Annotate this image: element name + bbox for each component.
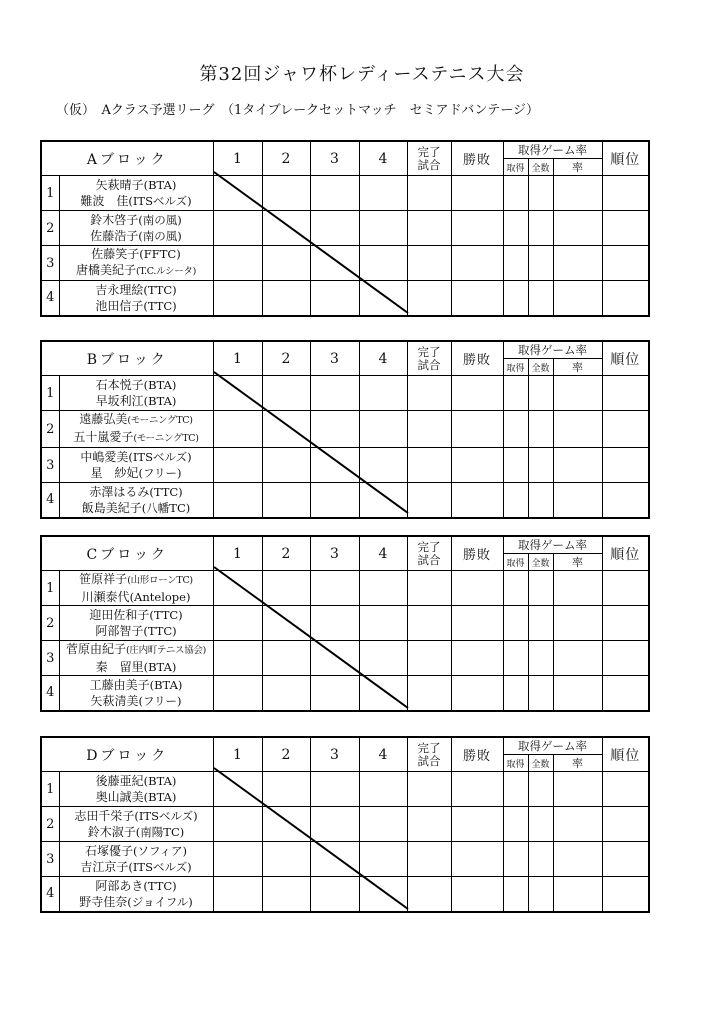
round-2-header: 2 <box>262 341 310 376</box>
match-cell <box>262 606 310 641</box>
games-total-cell <box>528 281 553 316</box>
round-4-header: 4 <box>359 737 407 772</box>
games-won-cell <box>503 877 528 912</box>
games-won-cell <box>503 676 528 711</box>
games-won-cell <box>503 376 528 411</box>
win-loss-cell <box>451 571 503 606</box>
games-total-cell <box>528 246 553 281</box>
games-won-header: 取得 <box>503 159 528 176</box>
player-2: 星 紗妃(フリー) <box>90 466 182 480</box>
games-won-cell <box>503 571 528 606</box>
page-subtitle: （仮） Aクラス予選リーグ （1タイブレークセットマッチ セミアドバンテージ） <box>56 103 540 118</box>
match-cell <box>310 483 359 518</box>
game-rate-group-header: 取得ゲーム率 <box>503 341 602 359</box>
rate-header: 率 <box>553 554 602 571</box>
rate-cell <box>553 411 602 448</box>
player-2: 唐橋美紀子(T.C.ルシータ) <box>75 263 197 277</box>
games-won-header: 取得 <box>503 359 528 376</box>
win-loss-cell <box>451 211 503 246</box>
match-cell <box>310 877 359 912</box>
match-cell <box>359 246 407 281</box>
match-cell <box>213 606 262 641</box>
completed-matches-cell <box>407 411 451 448</box>
rate-cell <box>553 877 602 912</box>
completed-matches-cell <box>407 571 451 606</box>
block-b-table <box>40 340 650 519</box>
block-a <box>40 140 652 316</box>
games-won-cell <box>503 807 528 842</box>
rank-cell <box>602 483 649 518</box>
match-cell <box>262 676 310 711</box>
games-won-cell <box>503 411 528 448</box>
player-2: 川瀬泰代(Antelope) <box>81 590 191 604</box>
player-1: 鈴木啓子(南の風) <box>90 213 182 227</box>
win-loss-cell <box>451 246 503 281</box>
block-title: Cブロック <box>41 536 213 571</box>
player-1: 赤澤はるみ(TTC) <box>89 484 183 499</box>
match-cell <box>262 376 310 411</box>
round-2-header: 2 <box>262 737 310 772</box>
games-total-cell <box>528 211 553 246</box>
match-cell <box>262 483 310 518</box>
match-cell <box>262 842 310 877</box>
match-cell <box>310 641 359 676</box>
rank-cell <box>602 211 649 246</box>
round-4-header: 4 <box>359 141 407 176</box>
win-loss-cell <box>451 676 503 711</box>
block-d <box>40 736 652 912</box>
games-won-cell <box>503 246 528 281</box>
games-total-cell <box>528 842 553 877</box>
team-number: 2 <box>41 211 59 246</box>
team-names <box>59 571 213 606</box>
match-cell <box>359 807 407 842</box>
win-loss-cell <box>451 877 503 912</box>
round-1-header: 1 <box>213 737 262 772</box>
games-total-cell <box>528 606 553 641</box>
games-total-cell <box>528 877 553 912</box>
rate-header: 率 <box>553 359 602 376</box>
player-1: 菅原由紀子(庄内町テニス協会) <box>65 642 207 656</box>
win-loss-header: 勝敗 <box>451 341 503 376</box>
completed-matches-cell <box>407 641 451 676</box>
rate-cell <box>553 641 602 676</box>
round-2-header: 2 <box>262 536 310 571</box>
match-cell <box>359 211 407 246</box>
rank-cell <box>602 877 649 912</box>
round-3-header: 3 <box>310 341 359 376</box>
match-cell <box>310 842 359 877</box>
player-1: 石本悦子(BTA) <box>95 378 177 392</box>
rank-cell <box>602 842 649 877</box>
team-number: 1 <box>41 772 59 807</box>
win-loss-cell <box>451 448 503 483</box>
match-cell <box>310 448 359 483</box>
round-1-header: 1 <box>213 141 262 176</box>
match-cell <box>213 411 262 448</box>
rate-cell <box>553 376 602 411</box>
player-2: 池田信子(TTC) <box>95 298 177 313</box>
completed-matches-cell <box>407 376 451 411</box>
match-cell <box>213 877 262 912</box>
completed-matches-cell <box>407 676 451 711</box>
games-total-cell <box>528 176 553 211</box>
match-cell <box>262 176 310 211</box>
match-cell <box>310 807 359 842</box>
games-total-cell <box>528 676 553 711</box>
team-number: 2 <box>41 411 59 448</box>
team-number: 3 <box>41 448 59 483</box>
win-loss-cell <box>451 176 503 211</box>
rate-cell <box>553 571 602 606</box>
match-cell <box>359 411 407 448</box>
win-loss-cell <box>451 376 503 411</box>
rate-cell <box>553 842 602 877</box>
match-cell <box>213 772 262 807</box>
game-rate-group-header: 取得ゲーム率 <box>503 141 602 159</box>
player-2: 鈴木淑子(南陽TC) <box>87 825 185 839</box>
rate-cell <box>553 176 602 211</box>
games-total-cell <box>528 376 553 411</box>
round-3-header: 3 <box>310 737 359 772</box>
completed-matches-header: 完了 試合 <box>407 536 451 571</box>
player-1: 石塚優子(ソフィア) <box>84 844 188 858</box>
completed-matches-cell <box>407 448 451 483</box>
completed-matches-cell <box>407 176 451 211</box>
rank-cell <box>602 676 649 711</box>
rate-cell <box>553 676 602 711</box>
match-cell <box>262 281 310 316</box>
match-cell <box>262 877 310 912</box>
win-loss-cell <box>451 641 503 676</box>
block-c <box>40 535 652 711</box>
win-loss-cell <box>451 281 503 316</box>
match-cell <box>359 571 407 606</box>
team-names <box>59 281 213 316</box>
player-1: 工藤由美子(BTA) <box>89 677 183 692</box>
team-names <box>59 483 213 518</box>
win-loss-cell <box>451 772 503 807</box>
match-cell <box>213 842 262 877</box>
win-loss-header: 勝敗 <box>451 141 503 176</box>
match-cell <box>262 807 310 842</box>
round-4-header: 4 <box>359 536 407 571</box>
match-cell <box>262 411 310 448</box>
rank-cell <box>602 376 649 411</box>
completed-matches-cell <box>407 483 451 518</box>
team-names <box>59 176 213 211</box>
rank-header: 順位 <box>602 141 649 176</box>
round-1-header: 1 <box>213 536 262 571</box>
rate-cell <box>553 211 602 246</box>
team-number: 2 <box>41 807 59 842</box>
team-names <box>59 641 213 676</box>
match-cell <box>310 772 359 807</box>
player-1: 志田千栄子(ITSベルズ) <box>74 809 198 823</box>
completed-matches-cell <box>407 281 451 316</box>
team-names <box>59 211 213 246</box>
rank-cell <box>602 246 649 281</box>
completed-matches-cell <box>407 877 451 912</box>
player-2: 野寺佳奈(ジョイフル) <box>79 894 193 909</box>
match-cell <box>310 281 359 316</box>
player-2: 五十嵐愛子(モーニングTC) <box>73 430 199 444</box>
match-cell <box>213 571 262 606</box>
match-cell <box>213 483 262 518</box>
rate-cell <box>553 281 602 316</box>
games-won-cell <box>503 211 528 246</box>
team-names <box>59 676 213 711</box>
match-cell <box>359 448 407 483</box>
team-names <box>59 772 213 807</box>
block-title: Bブロック <box>41 341 213 376</box>
rank-cell <box>602 571 649 606</box>
games-total-cell <box>528 772 553 807</box>
rate-cell <box>553 483 602 518</box>
block-c-table <box>40 535 650 712</box>
team-names <box>59 448 213 483</box>
player-1: 阿部あき(TTC) <box>95 878 177 893</box>
completed-matches-cell <box>407 606 451 641</box>
team-names <box>59 877 213 912</box>
player-2: 吉江京子(ITSベルズ) <box>80 860 192 874</box>
player-1: 中嶋愛美(ITSベルズ) <box>80 450 192 464</box>
team-number: 4 <box>41 676 59 711</box>
round-3-header: 3 <box>310 141 359 176</box>
team-names <box>59 807 213 842</box>
rate-cell <box>553 772 602 807</box>
match-cell <box>359 641 407 676</box>
rate-cell <box>553 606 602 641</box>
completed-matches-header: 完了 試合 <box>407 141 451 176</box>
team-number: 3 <box>41 246 59 281</box>
games-won-cell <box>503 606 528 641</box>
completed-matches-cell <box>407 807 451 842</box>
win-loss-cell <box>451 842 503 877</box>
games-won-header: 取得 <box>503 554 528 571</box>
match-cell <box>310 211 359 246</box>
round-4-header: 4 <box>359 341 407 376</box>
team-names <box>59 246 213 281</box>
rate-cell <box>553 246 602 281</box>
rank-header: 順位 <box>602 737 649 772</box>
match-cell <box>213 448 262 483</box>
win-loss-cell <box>451 606 503 641</box>
completed-matches-cell <box>407 246 451 281</box>
team-number: 1 <box>41 376 59 411</box>
round-1-header: 1 <box>213 341 262 376</box>
game-rate-group-header: 取得ゲーム率 <box>503 737 602 755</box>
block-title: Dブロック <box>41 737 213 772</box>
match-cell <box>359 176 407 211</box>
games-total-cell <box>528 411 553 448</box>
games-won-cell <box>503 842 528 877</box>
rate-cell <box>553 448 602 483</box>
completed-matches-cell <box>407 842 451 877</box>
player-1: 矢萩晴子(BTA) <box>95 178 177 192</box>
match-cell <box>310 676 359 711</box>
team-number: 4 <box>41 877 59 912</box>
match-cell <box>213 676 262 711</box>
win-loss-cell <box>451 807 503 842</box>
games-won-cell <box>503 281 528 316</box>
match-cell <box>359 676 407 711</box>
match-cell <box>310 411 359 448</box>
games-total-cell <box>528 807 553 842</box>
match-cell <box>213 281 262 316</box>
match-cell <box>262 772 310 807</box>
player-2: 阿部智子(TTC) <box>95 624 177 638</box>
match-cell <box>213 641 262 676</box>
games-won-cell <box>503 176 528 211</box>
rank-cell <box>602 772 649 807</box>
match-cell <box>262 246 310 281</box>
games-won-cell <box>503 772 528 807</box>
round-3-header: 3 <box>310 536 359 571</box>
team-number: 3 <box>41 641 59 676</box>
block-d-table <box>40 736 650 913</box>
games-total-header: 全数 <box>528 359 553 376</box>
rank-header: 順位 <box>602 536 649 571</box>
team-number: 2 <box>41 606 59 641</box>
completed-matches-cell <box>407 211 451 246</box>
player-2: 秦 留里(BTA) <box>95 660 177 674</box>
match-cell <box>262 211 310 246</box>
player-1: 佐藤笑子(FFTC) <box>91 247 181 261</box>
match-cell <box>213 176 262 211</box>
player-2: 矢萩清美(フリー) <box>90 693 182 708</box>
team-number: 4 <box>41 281 59 316</box>
player-1: 笹原祥子(山形ローンTC) <box>79 572 193 586</box>
team-number: 4 <box>41 483 59 518</box>
rank-cell <box>602 176 649 211</box>
games-won-header: 取得 <box>503 755 528 772</box>
win-loss-cell <box>451 411 503 448</box>
match-cell <box>359 376 407 411</box>
games-total-header: 全数 <box>528 755 553 772</box>
win-loss-header: 勝敗 <box>451 536 503 571</box>
round-2-header: 2 <box>262 141 310 176</box>
rank-cell <box>602 281 649 316</box>
player-1: 吉永理絵(TTC) <box>95 282 177 297</box>
block-b <box>40 340 652 516</box>
player-1: 迎田佐和子(TTC) <box>89 608 183 622</box>
match-cell <box>359 877 407 912</box>
game-rate-group-header: 取得ゲーム率 <box>503 536 602 554</box>
games-total-cell <box>528 448 553 483</box>
match-cell <box>213 807 262 842</box>
match-cell <box>359 483 407 518</box>
team-number: 3 <box>41 842 59 877</box>
player-1: 後藤亜紀(BTA) <box>95 774 177 788</box>
match-cell <box>262 641 310 676</box>
match-cell <box>213 376 262 411</box>
match-cell <box>213 211 262 246</box>
match-cell <box>359 281 407 316</box>
rank-cell <box>602 807 649 842</box>
rate-header: 率 <box>553 755 602 772</box>
completed-matches-cell <box>407 772 451 807</box>
rank-cell <box>602 411 649 448</box>
games-total-cell <box>528 641 553 676</box>
match-cell <box>262 448 310 483</box>
player-2: 佐藤浩子(南の風) <box>90 229 182 243</box>
games-won-cell <box>503 448 528 483</box>
match-cell <box>310 376 359 411</box>
rank-cell <box>602 448 649 483</box>
completed-matches-header: 完了 試合 <box>407 737 451 772</box>
win-loss-cell <box>451 483 503 518</box>
match-cell <box>213 246 262 281</box>
page-title: 第32回ジャワ杯レディーステニス大会 <box>199 64 525 85</box>
team-number: 1 <box>41 571 59 606</box>
rate-cell <box>553 807 602 842</box>
match-cell <box>310 571 359 606</box>
block-title: Aブロック <box>41 141 213 176</box>
match-cell <box>359 842 407 877</box>
match-cell <box>359 772 407 807</box>
team-number: 1 <box>41 176 59 211</box>
games-won-cell <box>503 641 528 676</box>
match-cell <box>262 571 310 606</box>
games-total-header: 全数 <box>528 554 553 571</box>
rank-cell <box>602 641 649 676</box>
games-won-cell <box>503 483 528 518</box>
rank-header: 順位 <box>602 341 649 376</box>
team-names <box>59 376 213 411</box>
games-total-cell <box>528 571 553 606</box>
match-cell <box>310 606 359 641</box>
match-cell <box>310 176 359 211</box>
team-names <box>59 842 213 877</box>
rate-header: 率 <box>553 159 602 176</box>
team-names <box>59 411 213 448</box>
block-a-table <box>40 140 650 317</box>
player-2: 奥山誠美(BTA) <box>95 790 177 804</box>
win-loss-header: 勝敗 <box>451 737 503 772</box>
games-total-header: 全数 <box>528 159 553 176</box>
completed-matches-header: 完了 試合 <box>407 341 451 376</box>
player-2: 飯島美紀子(八幡TC) <box>81 500 191 515</box>
games-total-cell <box>528 483 553 518</box>
rank-cell <box>602 606 649 641</box>
match-cell <box>310 246 359 281</box>
player-2: 早坂利江(BTA) <box>95 394 177 408</box>
player-2: 難波 佳(ITSベルズ) <box>80 194 192 208</box>
team-names <box>59 606 213 641</box>
match-cell <box>359 606 407 641</box>
player-1: 遠藤弘美(モーニングTC) <box>79 412 193 426</box>
